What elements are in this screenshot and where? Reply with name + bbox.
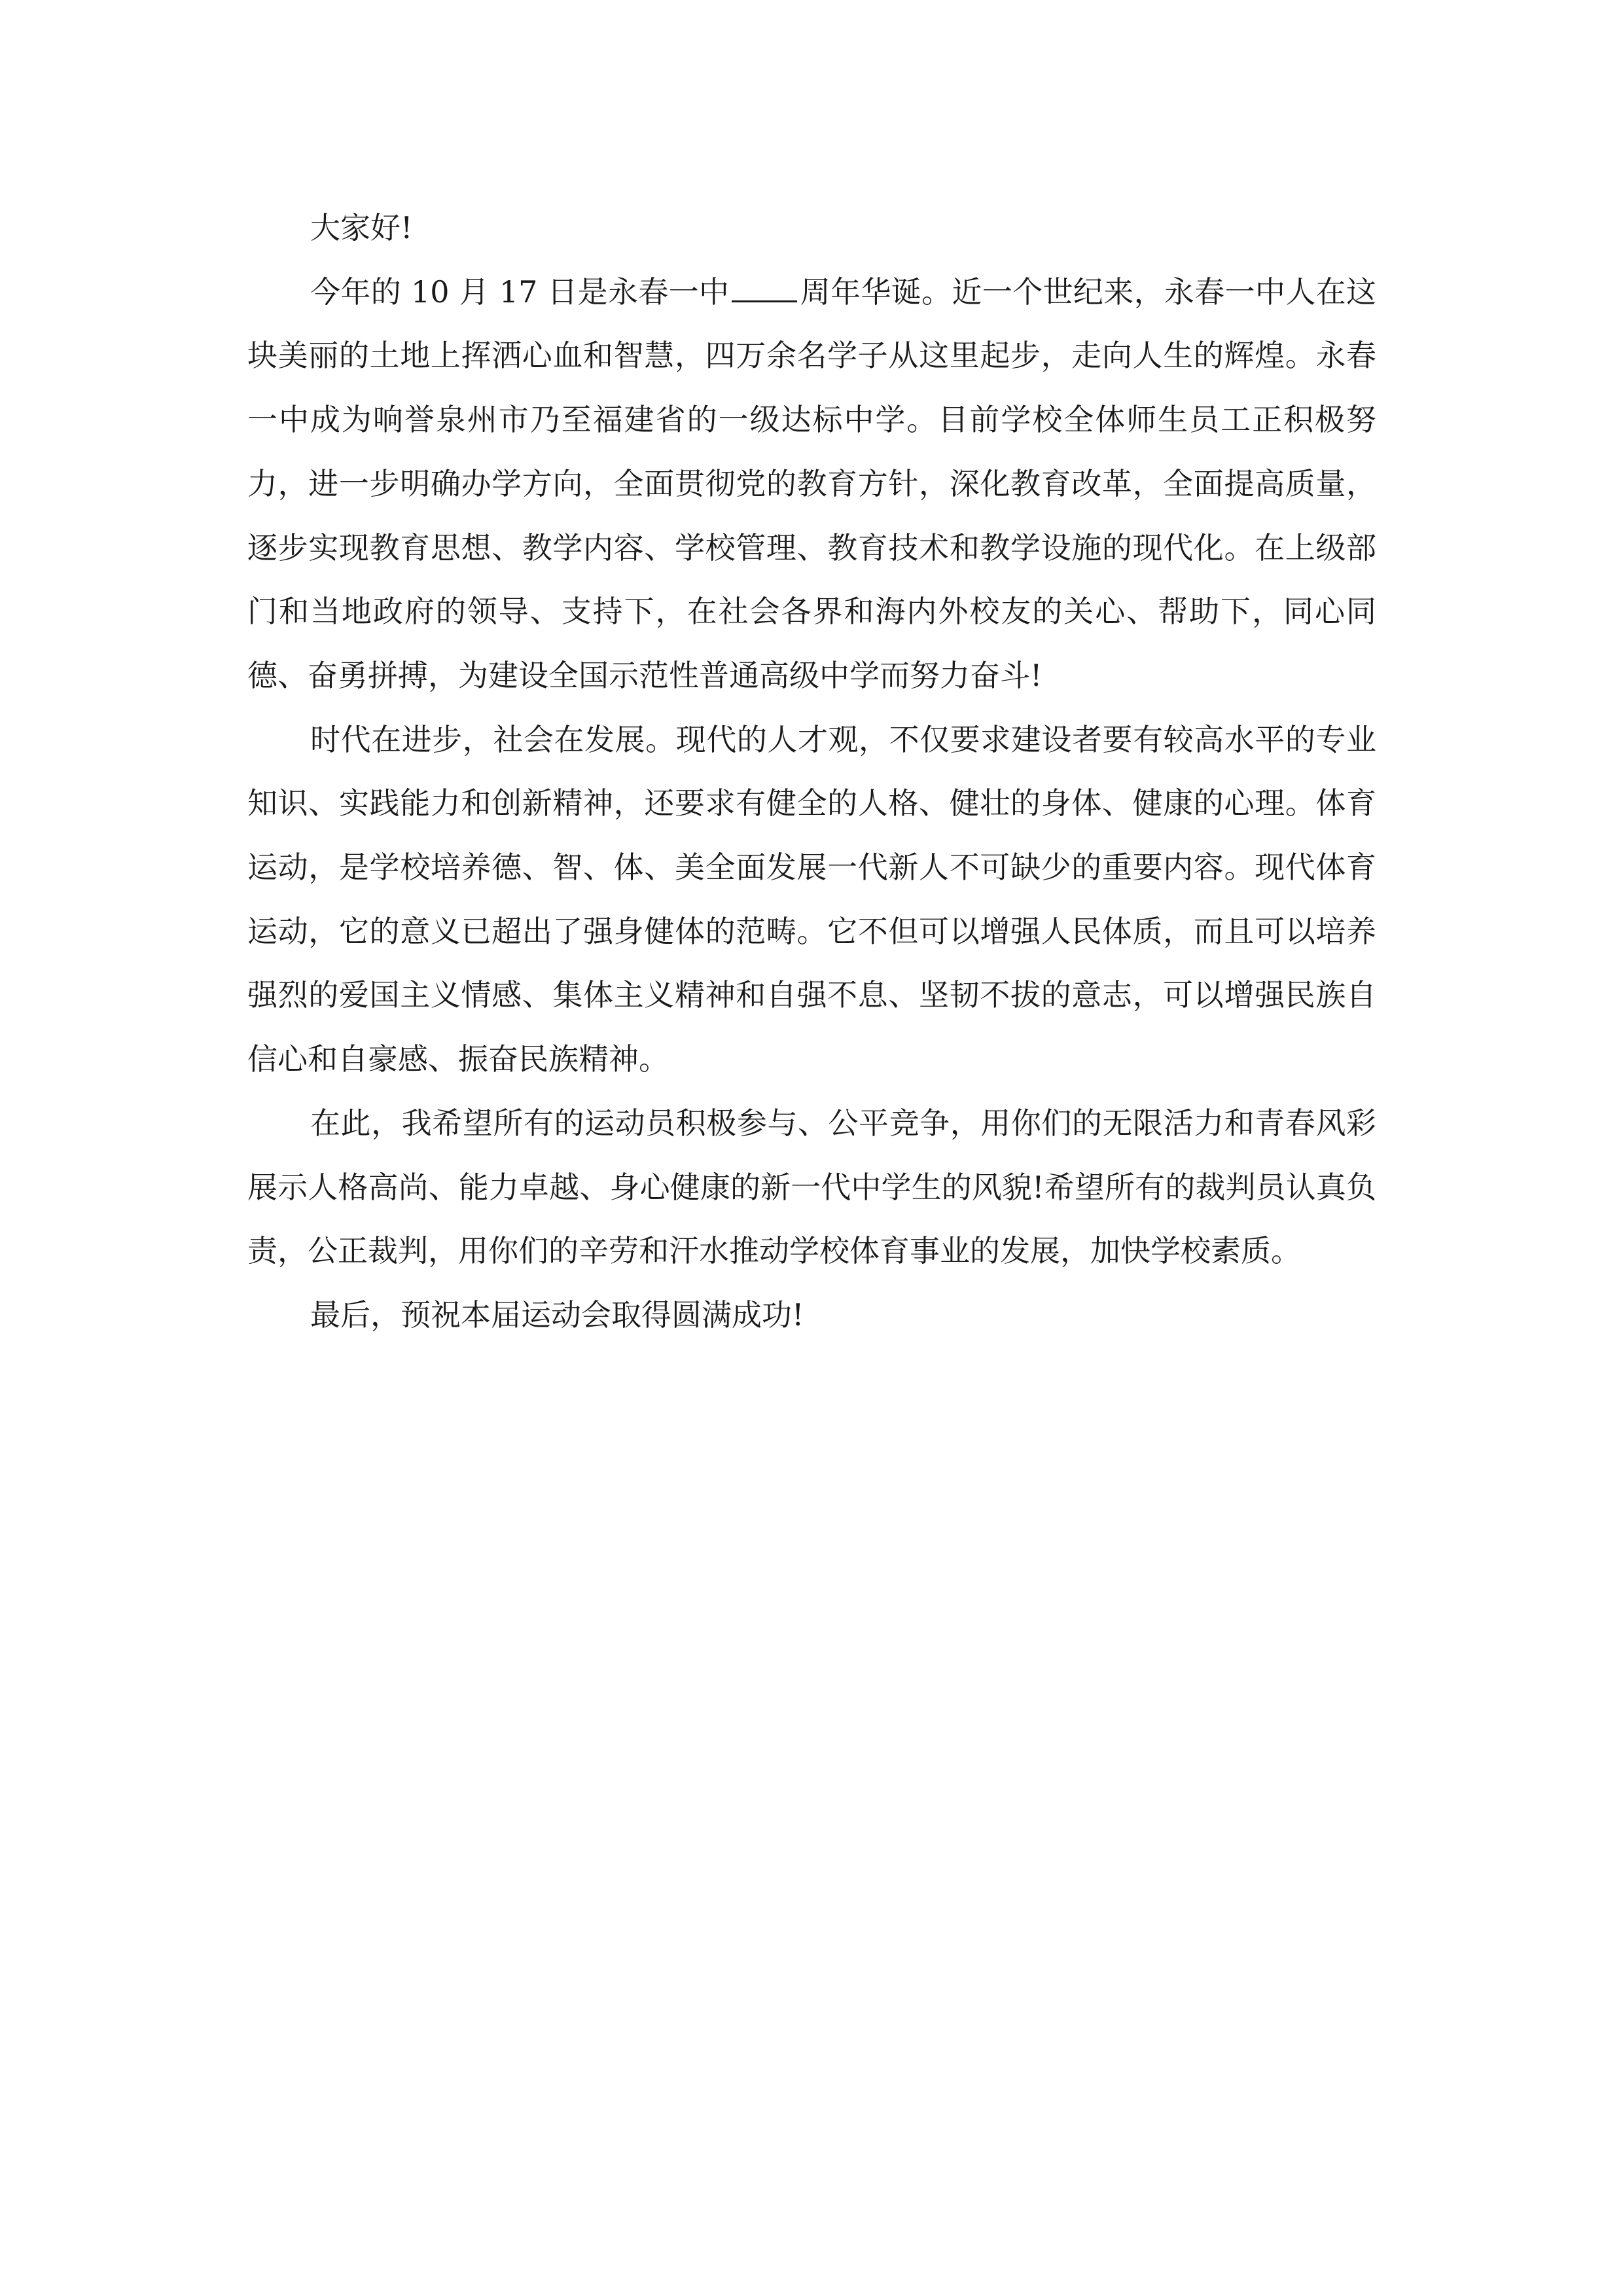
athletes-referees-paragraph: 在此，我希望所有的运动员积极参与、公平竞争，用你们的无限活力和青春风彩展示人格高尚、能力卓越、身心健康的新一代中学生的风貌!希望所有的裁判员认真负责，公正裁判，用你们的辛劳和汗水推动学校体育事业的发展，加快学校素质。 bbox=[247, 1105, 1376, 1269]
speech-body bbox=[247, 196, 1376, 1348]
anniversary-text-before-blank: 今年的 10 月 17 日是永春一中 bbox=[310, 274, 730, 310]
closing-paragraph: 最后，预祝本届运动会取得圆满成功! bbox=[310, 1297, 804, 1333]
fill-in-blank bbox=[732, 274, 797, 302]
sports-significance-paragraph: 时代在进步，社会在发展。现代的人才观，不仅要求建设者要有较高水平的专业知识、实践能力和创新精神，还要求有健全的人格、健壮的身体、健康的心理。体育运动，是学校培养德、智、体、美全面发展一代新人不可缺少的重要内容。现代体育运动，它的意义已超出了强身健体的范畴。它不但可以增强人民体质，而且可以培养强烈的爱国主义情感、集体主义精神和自强不息、坚韧不拔的意志，可以增强民族自信心和自豪感、振奋民族精神。 bbox=[247, 721, 1376, 1077]
greeting-paragraph: 大家好! bbox=[310, 210, 413, 245]
anniversary-paragraph bbox=[247, 260, 1376, 708]
anniversary-text-after-blank: 周年华诞。近一个世纪来，永春一中人在这块美丽的土地上挥洒心血和智慧，四万余名学子从这里起步，走向人生的辉煌。永春一中成为响誉泉州市乃至福建省的一级达标中学。目前学校全体师生员工正积极努力，进一步明确办学方向，全面贯彻党的教育方针，深化教育改革，全面提高质量，逐步实现教育思想、教学内容、学校管理、教育技术和教学设施的现代化。在上级部门和当地政府的领导、支持下，在社会各界和海内外校友的关心、帮助下，同心同德、奋勇拼搏，为建设全国示范性普通高级中学而努力奋斗! bbox=[247, 274, 1377, 693]
